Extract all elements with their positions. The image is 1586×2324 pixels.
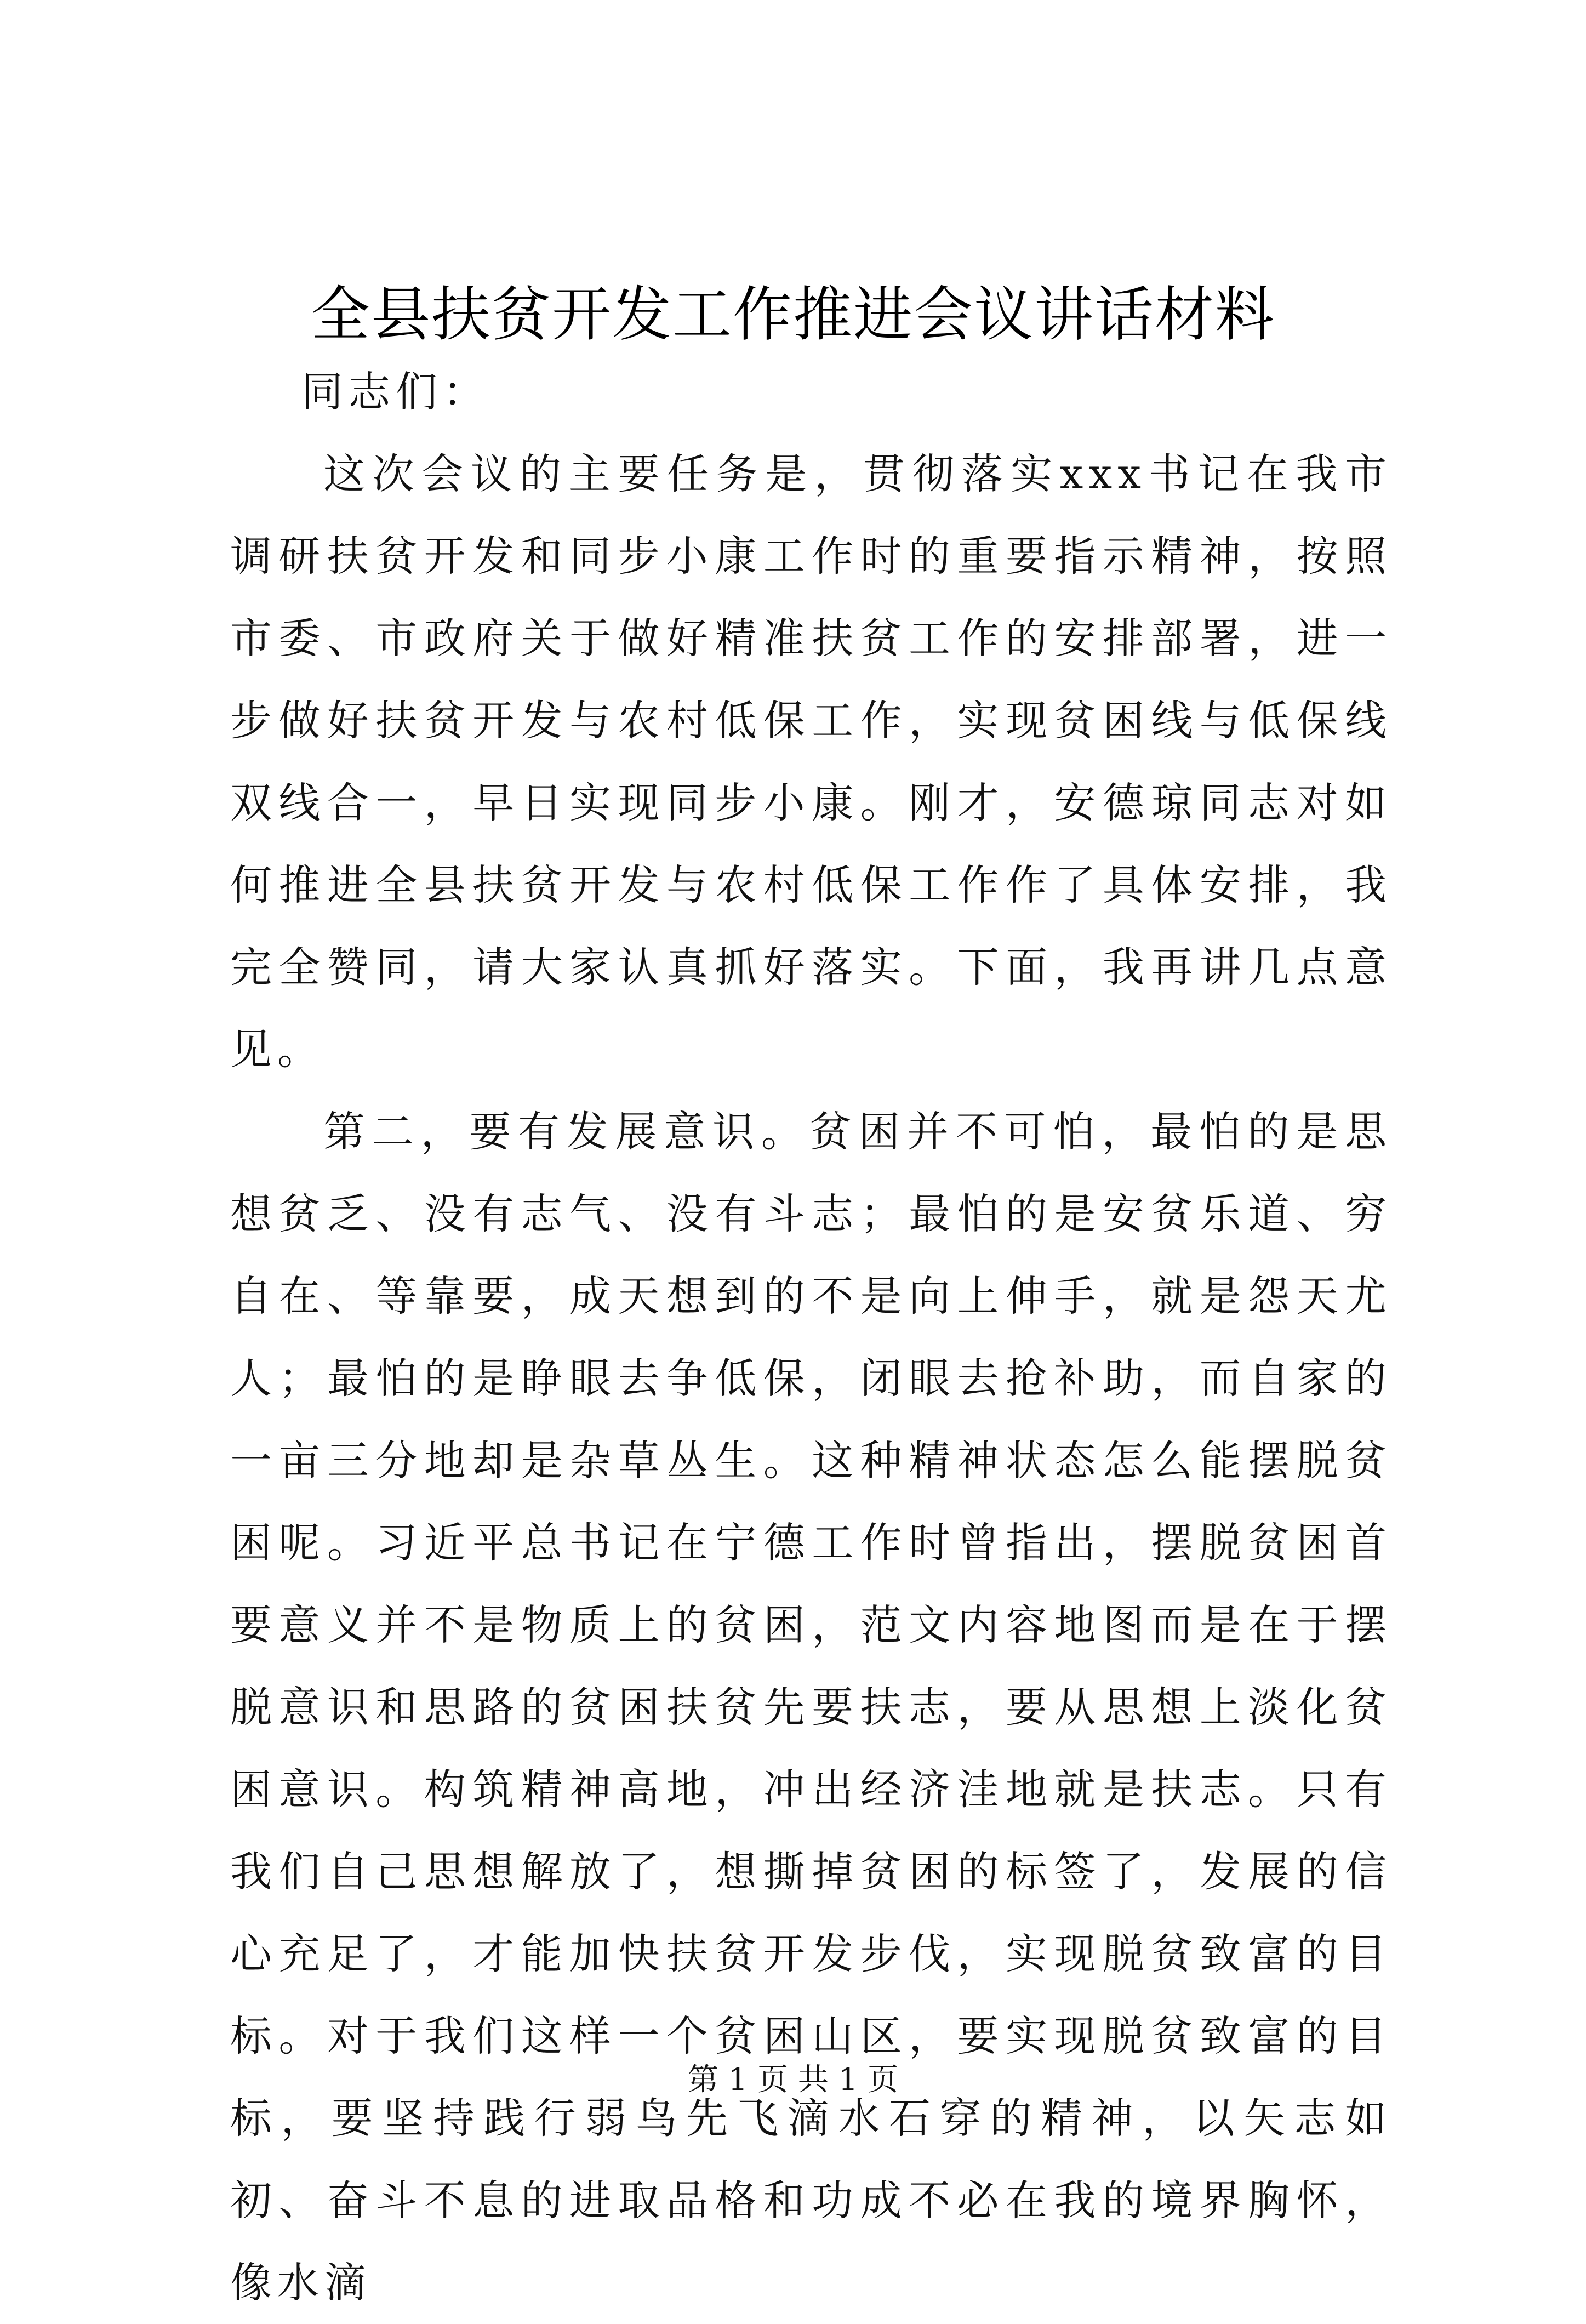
paragraph-2: 第二，要有发展意识。贫困并不可怕，最怕的是思想贫乏、没有志气、没有斗志；最怕的是安贫乐道、穷自在、等靠要，成天想到的不是向上伸手，就是怨天尤人；最怕的是睁眼去争低保，闭眼去抢补助，而自家的一亩三分地却是杂草丛生。这种精神状态怎么能摆脱贫困呢。习近平总书记在宁德工作时曾指出，摆脱贫困首要意义并不是物质上的贫困，范文内容地图而是在于摆脱意识和思路的贫困扶贫先要扶志，要从思想上淡化贫困意识。构筑精神高地，冲出经济洼地就是扶志。只有我们自己思想解放了，想撕掉贫困的标签了，发展的信心充足了，才能加快扶贫开发步伐，实现脱贫致富的目标。对于我们这样一个贫困山区，要实现脱贫致富的目标，要坚持践行弱鸟先飞滴水石穿的精神，以矢志如初、奋斗不息的进取品格和功成不必在我的境界胸怀，像水滴 <box>230 1107 1392 2307</box>
page-footer: 第 1 页 共 1 页 <box>687 2062 899 2098</box>
paragraph-1: 这次会议的主要任务是，贯彻落实xxx书记在我市调研扶贫开发和同步小康工作时的重要指示精神，按照市委、市政府关于做好精准扶贫工作的安排部署，进一步做好扶贫开发与农村低保工作，实现贫困线与低保线双线合一，早日实现同步小康。刚才，安德琼同志对如何推进全县扶贫开发与农村低保工作作了具体安排，我完全赞同，请大家认真抓好落实。下面，我再讲几点意见。 <box>230 449 1392 1074</box>
greeting: 同志们： <box>301 367 490 416</box>
document-title: 全县扶贫开发工作推进会议讲话材料 <box>310 281 1275 349</box>
document-body <box>230 351 1392 2324</box>
